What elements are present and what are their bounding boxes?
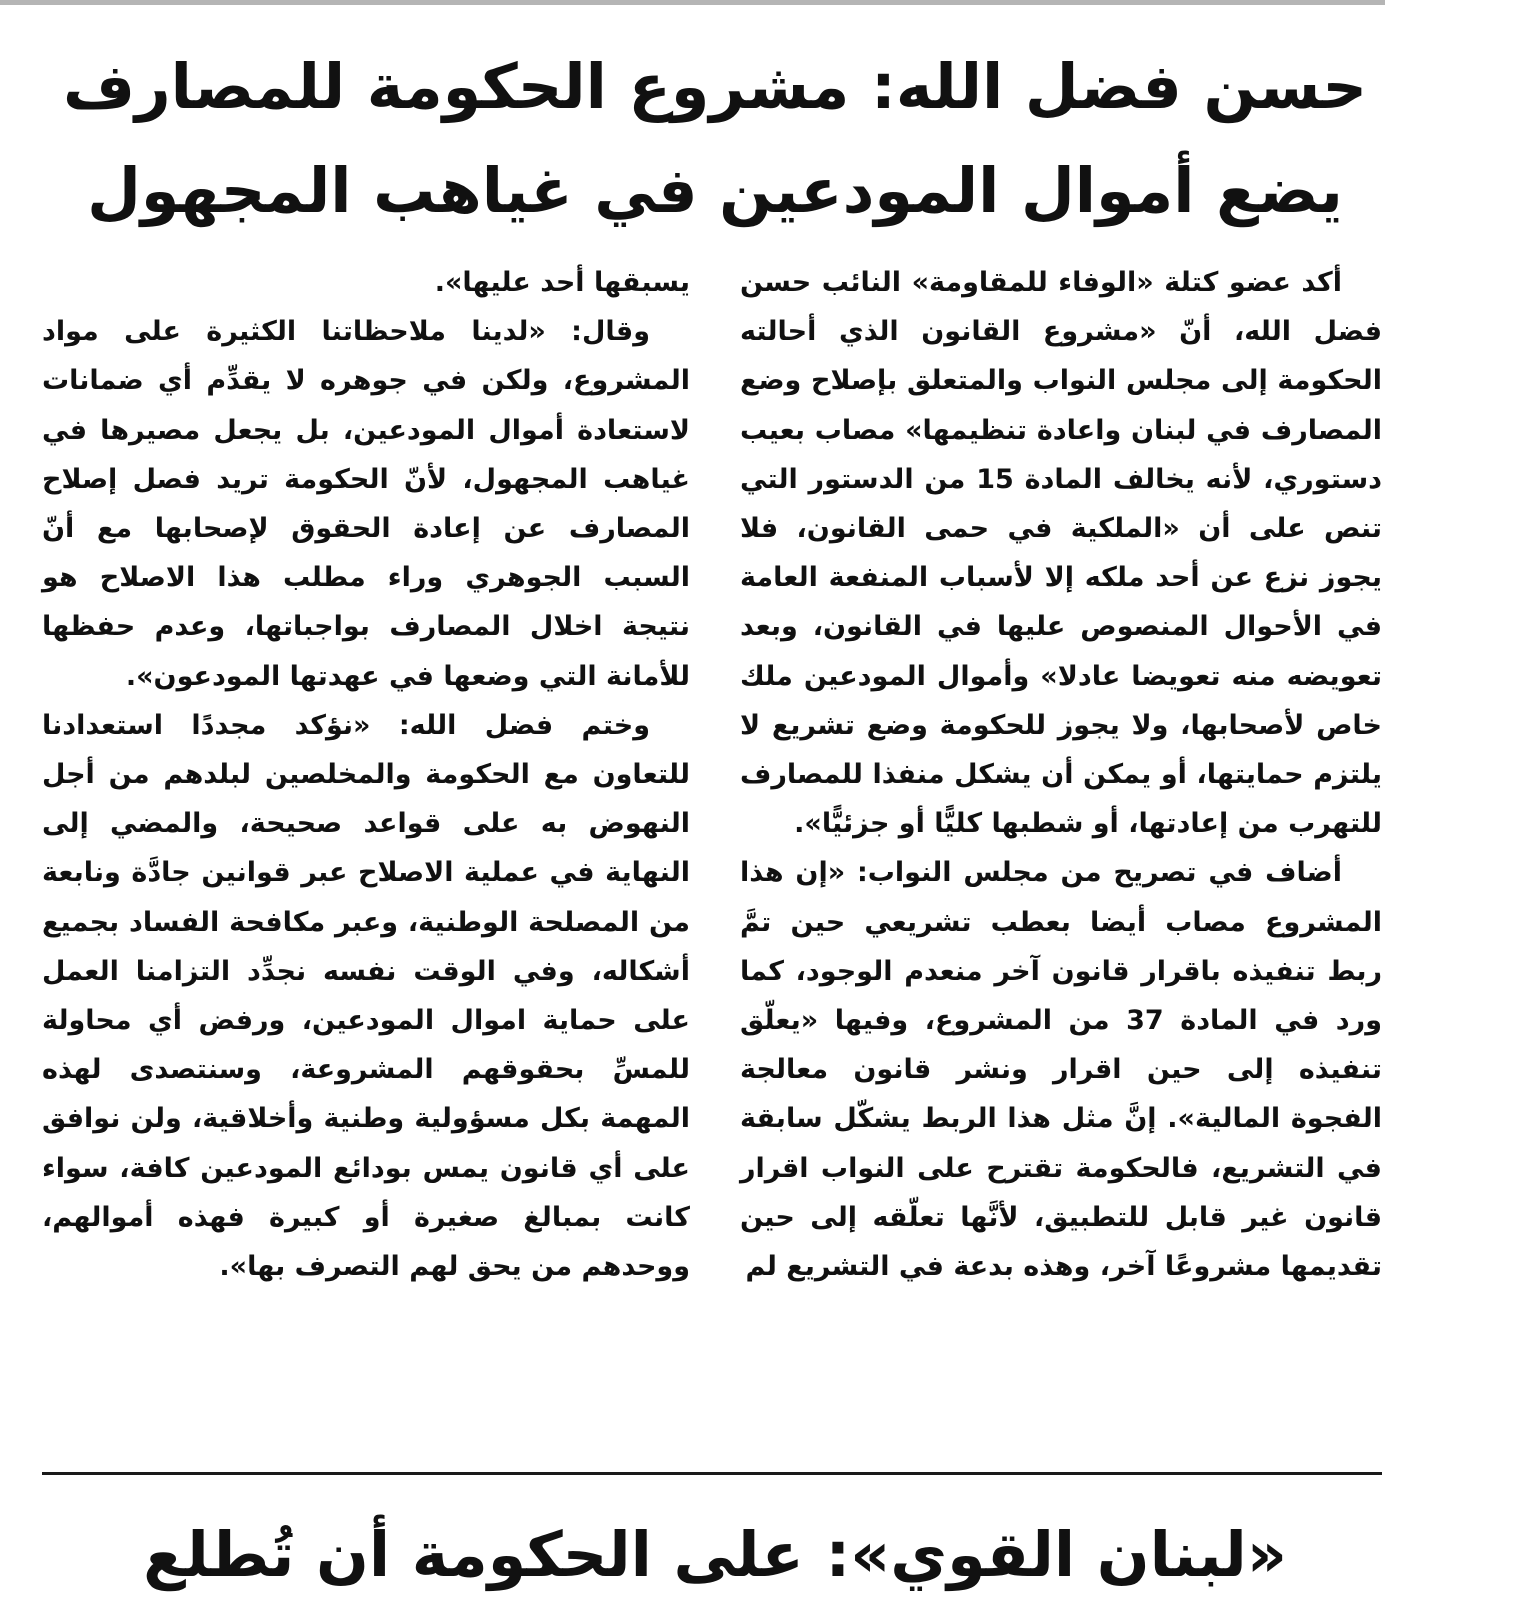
section-divider bbox=[42, 1472, 1382, 1475]
top-rule bbox=[0, 0, 1385, 5]
article-paragraph: أكد عضو كتلة «الوفاء للمقاومة» النائب حسن فضل الله، أنّ «مشروع القانون الذي أحالته الحكومة إلى مجلس النواب والمتعلق بإصلاح وضع المصارف في لبنان واعادة تنظيمها» مصاب بعيب دستوري، لأنه يخالف المادة 15 من الدستور التي تنص على أن «الملكية في حمى القانون، فلا يجوز نزع عن أحد ملكه إلا لأسباب المنفعة العامة في الأحوال المنصوص عليها في القانون، وبعد تعويضه منه تعويضا عادلا» وأموال المودعين ملك خاص لأصحابها، ولا يجوز للحكومة وضع تشريع لا يلتزم حمايتها، أو يمكن أن يشكل منفذا للمصارف للتهرب من إعادتها، أو شطبها كليًّا أو جزئيًّا». bbox=[740, 267, 1383, 840]
article-left-column bbox=[42, 258, 690, 1291]
article-paragraph: يسبقها أحد عليها». bbox=[434, 267, 690, 298]
next-article-headline: «لبنان القوي»: على الحكومة أن تُطلع bbox=[143, 1518, 1287, 1591]
headline-line-2: يضع أموال المودعين في غياهب المجهول bbox=[87, 154, 1343, 227]
article-paragraph: وختم فضل الله: «نؤكد مجددًا استعدادنا للتعاون مع الحكومة والمخلصين لبلدهم من أجل النهوض به على قواعد صحيحة، والمضي إلى النهاية في عملية الاصلاح عبر قوانين جادَّة ونابعة من المصلحة الوطنية، وعبر مكافحة الفساد بجميع أشكاله، وفي الوقت نفسه نجدِّد التزامنا العمل على حماية اموال المودعين، ورفض أي محاولة للمسِّ بحقوقهم المشروعة، وسنتصدى لهذه المهمة بكل مسؤولية وطنية وأخلاقية، ولن نوافق على أي قانون يمس بودائع المودعين كافة، سواء كانت بمبالغ صغيرة أو كبيرة فهذه أموالهم، ووحدهم من يحق لهم التصرف بها». bbox=[42, 709, 690, 1283]
article-paragraph: أضاف في تصريح من مجلس النواب: «إن هذا المشروع مصاب أيضا بعطب تشريعي حين تمَّ ربط تنفيذه باقرار قانون آخر منعدم الوجود، كما ورد في المادة 37 من المشروع، وفيها «يعلّق تنفيذه إلى حين اقرار ونشر قانون معالجة الفجوة المالية». إنَّ مثل هذا الربط يشكّل سابقة في التشريع، فالحكومة تقترح على النواب اقرار قانون غير قابل للتطبيق، لأنَّها تعلّقه إلى حين تقديمها مشروعًا آخر، وهذه بدعة في التشريع لم bbox=[740, 857, 1382, 1283]
article-paragraph: وقال: «لدينا ملاحظاتنا الكثيرة على مواد المشروع، ولكن في جوهره لا يقدِّم أي ضمانات لاستعادة أموال المودعين، بل يجعل مصيرها في غياهب المجهول، لأنّ الحكومة تريد فصل إصلاح المصارف عن إعادة الحقوق لإصحابها مع أنّ السبب الجوهري وراء مطلب هذا الاصلاح هو نتيجة اخلال المصارف بواجباتها، وعدم حفظها للأمانة التي وضعها في عهدتها المودعون». bbox=[42, 316, 690, 692]
article-right-column bbox=[740, 258, 1382, 1291]
headline-line-1: حسن فضل الله: مشروع الحكومة للمصارف bbox=[62, 50, 1368, 123]
